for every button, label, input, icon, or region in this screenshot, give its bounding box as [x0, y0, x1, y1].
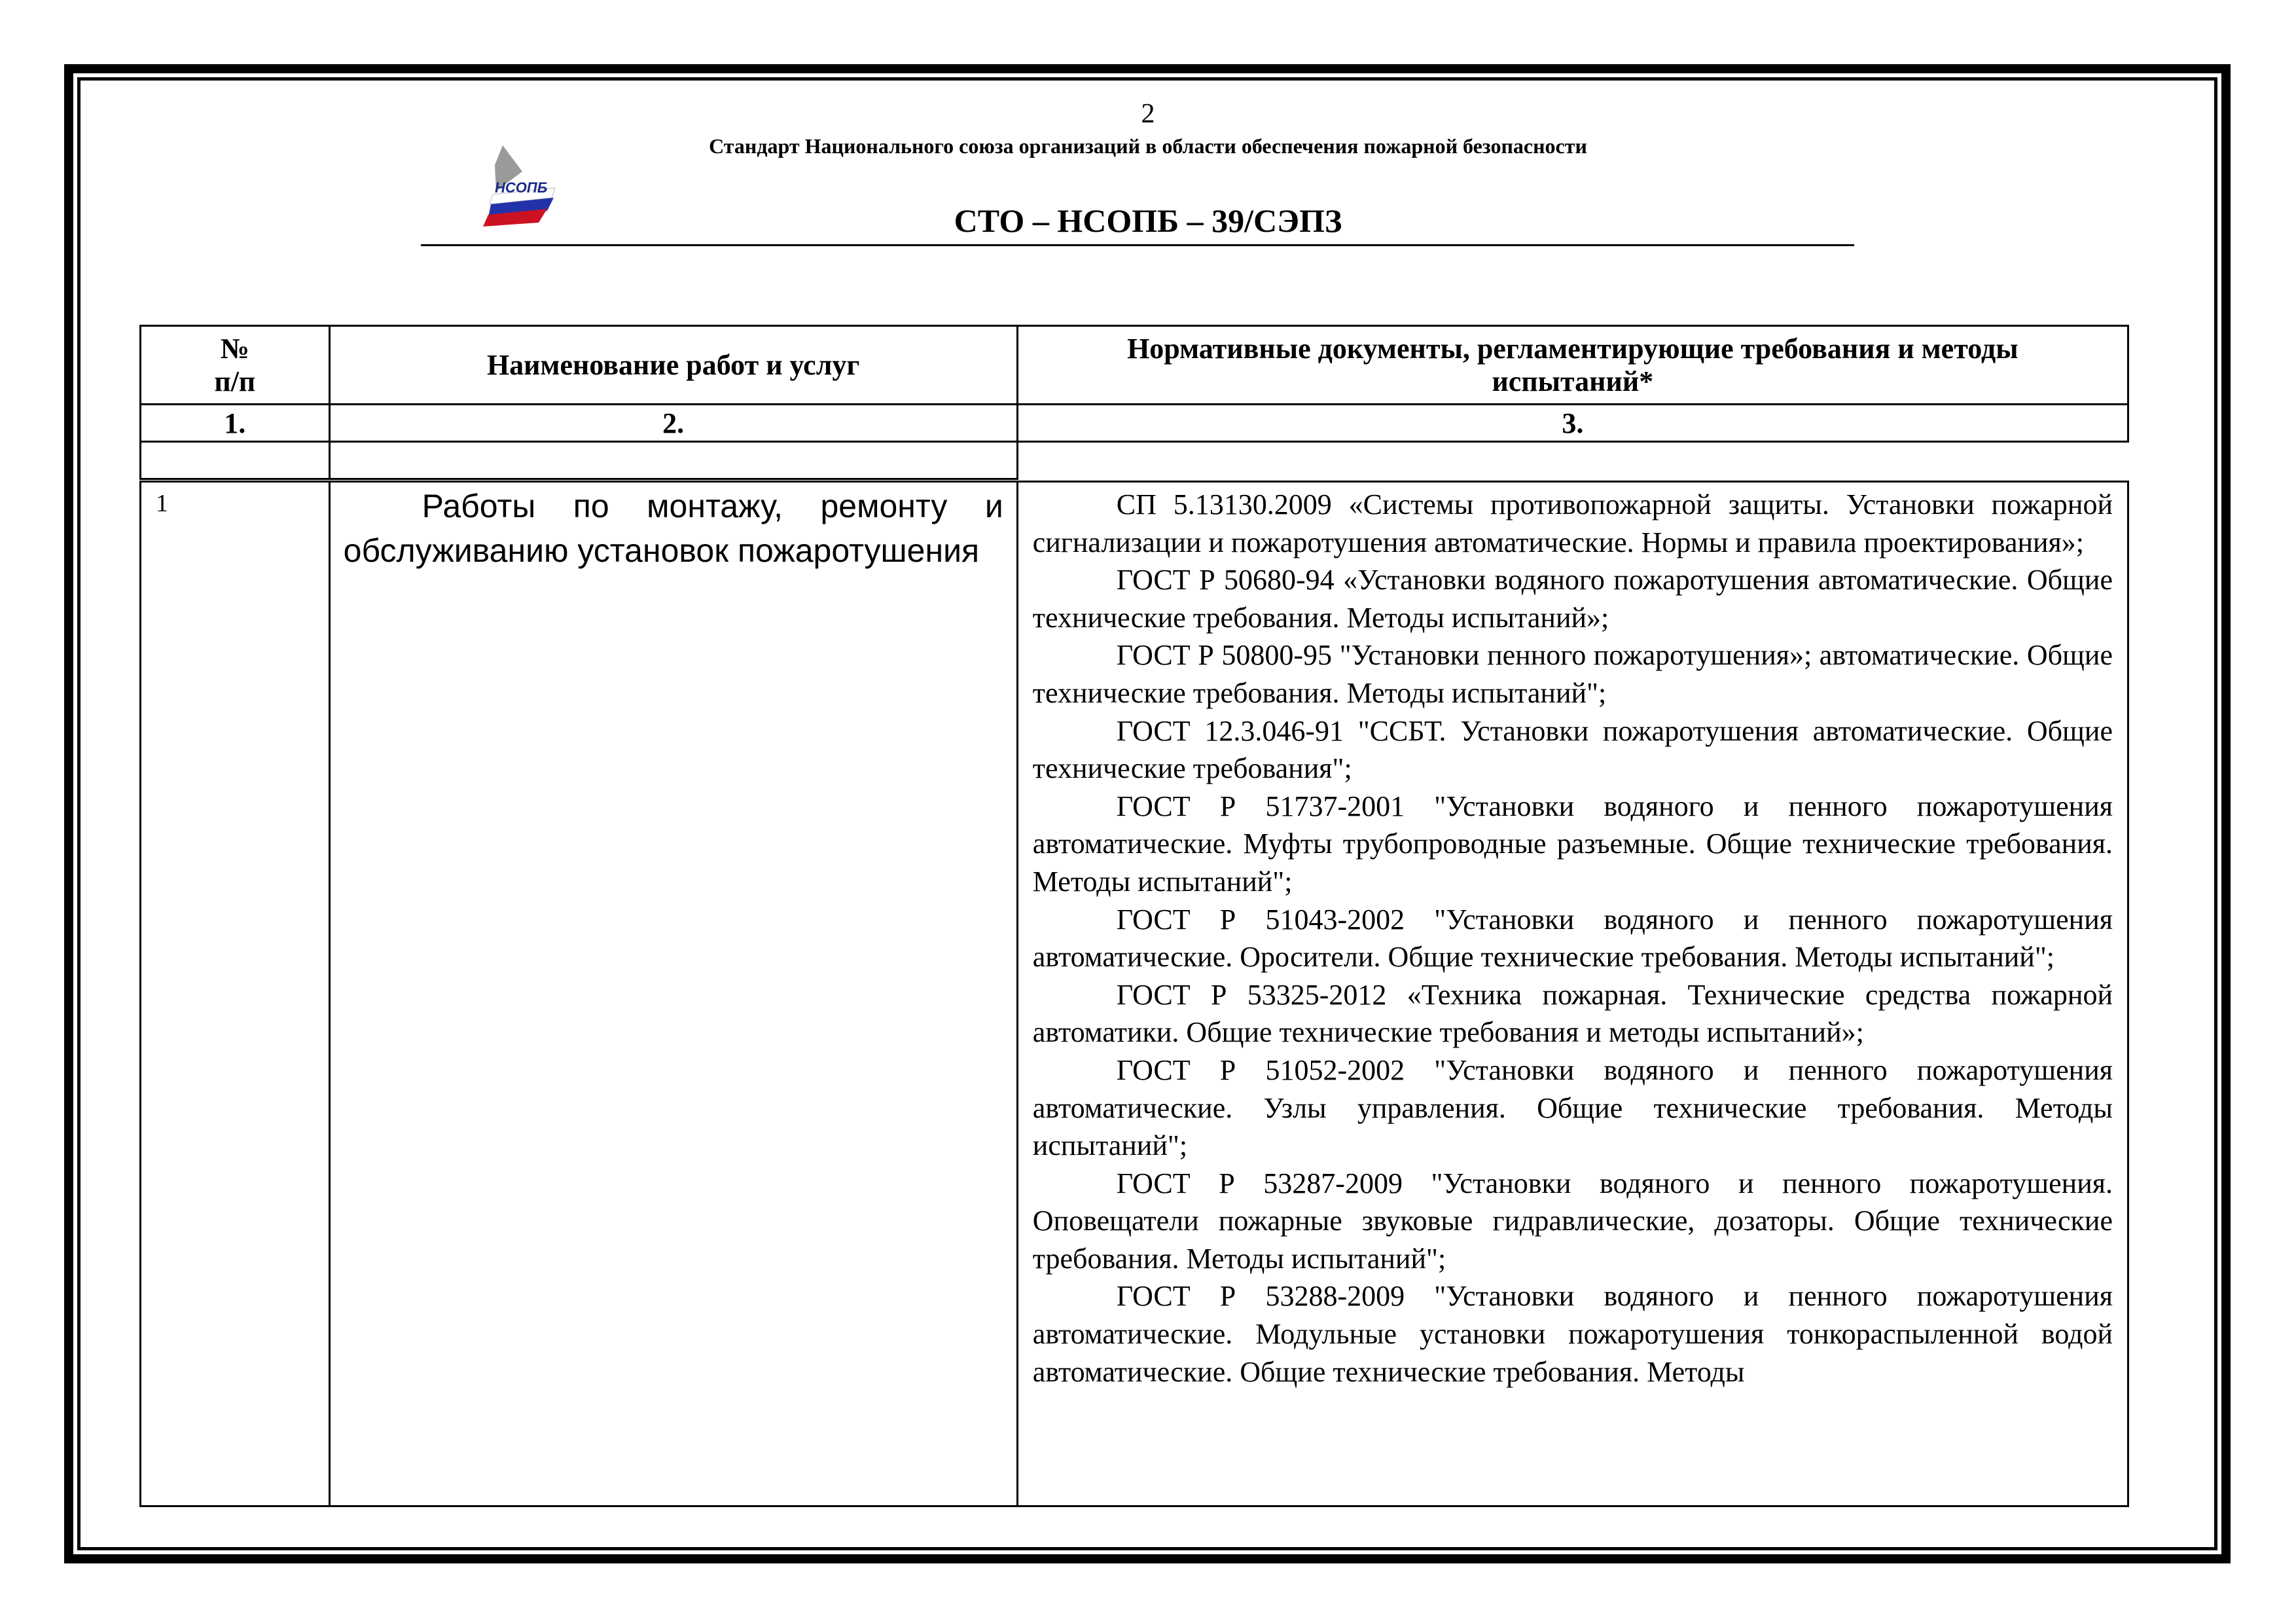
column-header-works: Наименование работ и услуг [329, 326, 1017, 405]
column-header-documents: Нормативные документы, регламентирующие требования и методы испытаний* [1017, 326, 2128, 405]
document-item: ГОСТ Р 53287-2009 "Установки водяного и пенного пожаротушения. Оповещатели пожарные звуковые гидравлические, дозаторы. Общие технические требования. Методы испытаний"; [1032, 1167, 2113, 1275]
document-item: ГОСТ Р 53325-2012 «Техника пожарная. Технические средства пожарной автоматики. Общие технические требования и методы испытаний»; [1032, 978, 2113, 1049]
document-item: ГОСТ Р 50800-95 "Установки пенного пожаротушения»; автоматические. Общие технические требования. Методы испытаний"; [1032, 639, 2113, 709]
document-item: ГОСТ Р 51043-2002 "Установки водяного и пенного пожаротушения автоматические. Оросители. Общие технические требования. Методы испытаний"; [1032, 903, 2113, 974]
document-item: ГОСТ Р 50680-94 «Установки водяного пожаротушения автоматические. Общие технические требования. Методы испытаний»; [1032, 564, 2113, 634]
table-body [139, 481, 2129, 1507]
organization-title: Стандарт Национального союза организаций в области обеспечения пожарной безопасности [709, 134, 1587, 158]
column-number-1: 1. [141, 405, 330, 442]
table-header [139, 325, 2129, 480]
document-code: СТО – НСОПБ – 39/СЭПЗ [954, 202, 1342, 239]
column-number-3: 3. [1017, 405, 2128, 442]
table-row [141, 482, 2128, 1506]
row-index: 1 [141, 482, 330, 1506]
document-item: ГОСТ Р 51737-2001 "Установки водяного и пенного пожаротушения автоматические. Муфты трубопроводные разъемные. Общие технические требования. Методы испытаний"; [1032, 790, 2113, 898]
document-item: ГОСТ 12.3.046-91 "ССБТ. Установки пожаротушения автоматические. Общие технические требования"; [1032, 714, 2113, 785]
row-documents [1017, 482, 2128, 1506]
header-rule [421, 244, 1854, 246]
logo-text: НСОПБ [495, 179, 548, 196]
document-item: ГОСТ Р 51052-2002 "Установки водяного и пенного пожаротушения автоматические. Узлы управления. Общие технические требования. Методы испытаний"; [1032, 1053, 2113, 1162]
document-item: СП 5.13130.2009 «Системы противопожарной защиты. Установки пожарной сигнализации и пожаротушения автоматические. Нормы и правила проектирования»; [1032, 488, 2113, 558]
column-header-number: № п/п [141, 326, 330, 405]
blank-cell [1017, 442, 2128, 479]
blank-cell [329, 442, 1017, 479]
document-item: ГОСТ Р 53288-2009 "Установки водяного и пенного пожаротушения автоматические. Модульные установки пожаротушения тонкораспыленной водой автоматические. Общие технические требования. Методы [1032, 1280, 2113, 1388]
column-number-2: 2. [329, 405, 1017, 442]
page-number: 2 [1141, 99, 1155, 129]
blank-cell [141, 442, 330, 479]
row-work-name: Работы по монтажу, ремонту и обслуживанию установок пожаротушения [329, 482, 1017, 1506]
